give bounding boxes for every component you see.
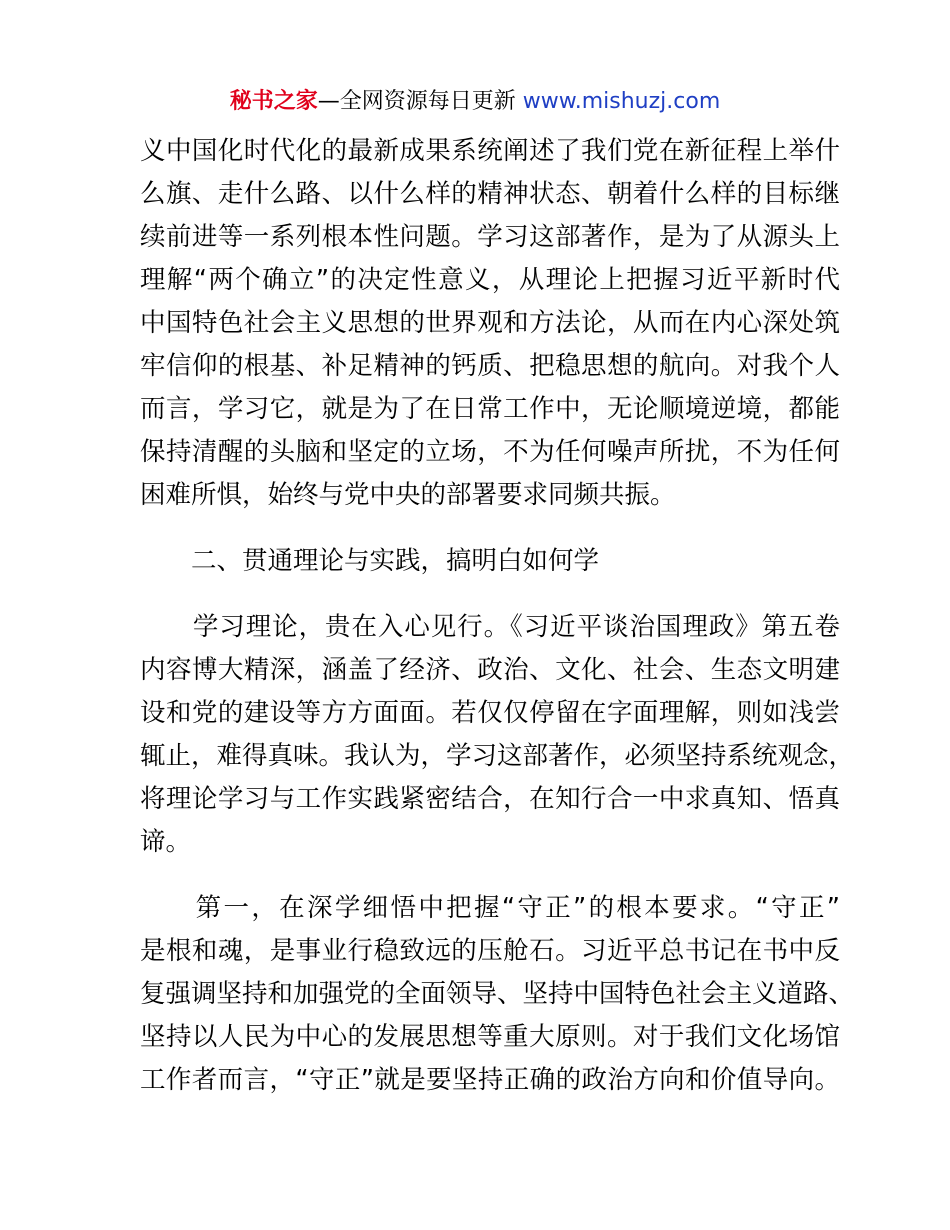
text-line: 将理论学习与工作实践紧密结合，在知行合一中求真知、悟真 [140, 784, 840, 814]
site-url[interactable]: www.mishuzj.com [522, 89, 721, 114]
text-line: 义中国化时代化的最新成果系统阐述了我们党在新征程上举什 [140, 136, 840, 166]
text-line: 第一，在深学细悟中把握“守正”的根本要求。“守正” [140, 893, 840, 923]
text-line: 困难所惧，始终与党中央的部署要求同频共振。 [140, 480, 676, 510]
text-line: 辄止，难得真味。我认为，学习这部著作，必须坚持系统观念， [140, 741, 855, 771]
text-line: 工作者而言，“守正”就是要坚持正确的政治方向和价值导向。 [140, 1065, 840, 1095]
text-line: 坚持以人民为中心的发展思想等重大原则。对于我们文化场馆 [140, 1022, 840, 1052]
text-line: 牢信仰的根基、补足精神的钙质、把稳思想的航向。对我个人 [140, 351, 840, 381]
text-line: 么旗、走什么路、以什么样的精神状态、朝着什么样的目标继 [140, 179, 840, 209]
site-tagline: —全网资源每日更新 [317, 89, 523, 114]
text-line: 谛。 [140, 827, 192, 857]
text-line: 而言，学习它，就是为了在日常工作中，无论顺境逆境，都能 [140, 394, 840, 424]
text-line: 中国特色社会主义思想的世界观和方法论，从而在内心深处筑 [140, 308, 840, 338]
text-line: 内容博大精深，涵盖了经济、政治、文化、社会、生态文明建 [140, 655, 840, 685]
text-line: 保持清醒的头脑和坚定的立场，不为任何噪声所扰，不为任何 [140, 437, 840, 467]
paragraph [140, 887, 855, 1102]
text-line: 是根和魂，是事业行稳致远的压舱石。习近平总书记在书中反 [140, 936, 840, 966]
paragraph [140, 130, 840, 517]
text-line: 续前进等一系列根本性问题。学习这部著作，是为了从源头上 [140, 222, 840, 252]
text-line: 复强调坚持和加强党的全面领导、坚持中国特色社会主义道路、 [140, 979, 855, 1009]
site-name: 秘书之家 [229, 89, 318, 114]
text-line: 理解“两个确立”的决定性意义，从理论上把握习近平新时代 [140, 265, 840, 295]
paragraph [140, 606, 855, 864]
text-line: 学习理论，贵在入心见行。《习近平谈治国理政》第五卷 [140, 612, 840, 642]
page-header [0, 86, 950, 118]
text-line: 设和党的建设等方方面面。若仅仅停留在字面理解，则如浅尝 [140, 698, 840, 728]
document-body [140, 130, 855, 1102]
text-line: 二、贯通理论与实践，搞明白如何学 [140, 546, 600, 576]
section-heading [140, 540, 840, 583]
